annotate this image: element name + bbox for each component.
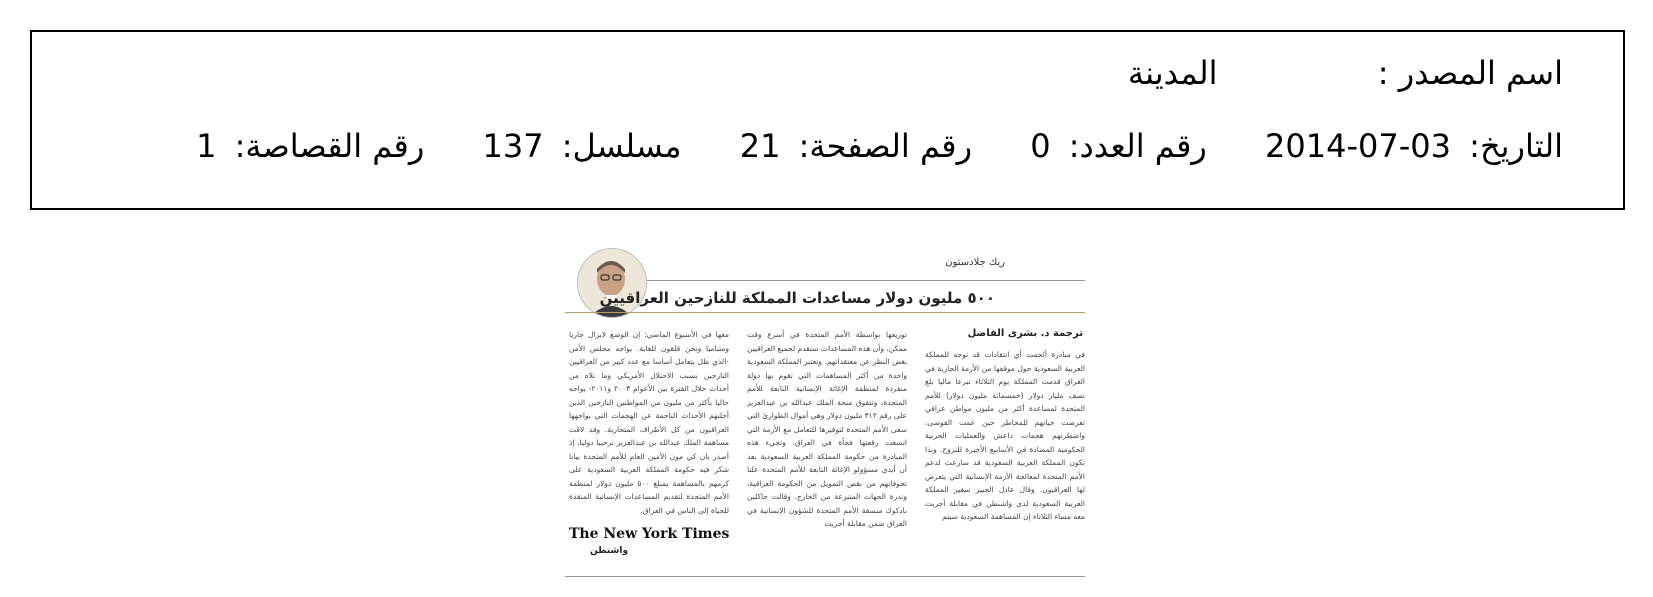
bottom-rule — [565, 576, 1085, 577]
clipping-number-value: 1 — [196, 127, 217, 165]
page-value: 21 — [739, 127, 781, 165]
newspaper-clipping — [565, 244, 1085, 584]
newspaper-logo: The New York Times — [569, 526, 730, 542]
author-photo — [577, 248, 647, 318]
page-label: رقم الصفحة: — [798, 127, 973, 165]
dateline: واشنطن — [590, 546, 629, 556]
article-column-3: معها في الأسبوع الماضي: إن الوضع لايزال جاريا ومتناميا ونحن قلقون للغاية. يواجه مجلس الأمن -الذي ظل يتعامل أساسا مع عدد كبير من العراقيين النازحين بسبب الاحتلال الأمريكي وما تلاه من أحداث خلال الفترة بين الأعوام ٢٠٠٣ و٢٠١١- يواجه حاليا بأكثر من مليون من المواطنين النازحين الذين أجلتهم الأحداث الناجمة عن الهجمات التي يواجهها العراقيون من كل الأطراف المتحاربة. وقد لاقت مساهمة الملك عبدالله بن عبدالعزيز ترحيبا دوليا، إذ أصدر بان كي مون الأمين العام للأمم المتحدة بيانا شكر فيه حكومة المملكة العربية السعودية على كرمهم بالمساهمة بمبلغ ٥٠٠ مليون دولار لمنظمة الأمم المتحدة لتقديم المساعدات الإنسانية المنقذة للحياة إلى الناس في العراق. — [569, 330, 729, 515]
translator-credit: ترجمة د. بشرى الفاضل — [967, 328, 1083, 339]
article-column-1: في مبادرة ألجمت أي انتقادات قد توجه للمملكة العربية السعودية حول موقفها من الأزمة الجارية في العراق قدمت المملكة يوم الثلاثاء تبرعا ماليا بلغ نصف مليار دولار (خمسمائة مليون دولار) للأمم المتحدة لمساعدة أكثر من مليون مواطن عراقي تعرضت حياتهم للمخاطر حين عمت الفوضى، واضطرتهم هجمات داعش والعمليات الحربية الحكومية المضادة في الأسابيع الأخيرة للنزوح. وبذا تكون المملكة العربية السعودية قد سارعت لدعم الأمم المتحدة لمعالجة الأزمة الإنسانية التي يتعرض لها العراقيون. وقال عادل الجبير سفير المملكة العربية السعودية لدى واشنطن في مقابلة أجريت معه مساء الثلاثاء إن المساهمة السعودية سيتم — [925, 350, 1085, 521]
clipping-metadata-box — [30, 30, 1625, 210]
details-row — [196, 127, 1563, 165]
headline-rule — [565, 312, 1085, 313]
author-name: ريك جلادستون — [945, 257, 1005, 268]
top-rule — [635, 280, 1085, 281]
source-value: المدينة — [1127, 54, 1218, 92]
issue-value: 0 — [1030, 127, 1051, 165]
serial-label: مسلسل: — [561, 127, 682, 165]
date-value: 2014-07-03 — [1265, 127, 1451, 165]
clipping-number-label: رقم القصاصة: — [234, 127, 425, 165]
date-label: التاريخ: — [1469, 127, 1563, 165]
article-column-2: توزيعها بواسطة الأمم المتحدة في أسرع وقت ممكن، وأن هذه المساعدات ستقدم لجميع العراقيين بغض النظر عن معتقداتهم. وتعتبر المملكة السعودية واحدة من أكثر المساهمات التي تقوم بها دولة منفردة لمنظمة الإغاثة الإنسانية التابعة للأمم المتحدة، وتتفوق منحة الملك عبدالله بن عبدالعزيز على رقم ٣١٢ مليون دولار وهي أموال الطوارئ التي سعى الأمم المتحدة لتوفيرها للتعامل مع الأزمة التي اتسعت رقعتها فجأة في العراق. وتجيء هذه المبادرة من حكومة المملكة العربية السعودية بعد أن أبدى مسؤولو الإغاثة التابعة للأمم المتحدة علنا تخوفاتهم من نقص التمويل من الحكومة العراقية، وندرة الجهات المتبرعة من الخارج. وقالت جاكلين بادكوك منسقة الأمم المتحدة للشؤون الإنسانية في العراق ضمن مقابلة أجريت — [747, 330, 907, 528]
source-row — [1128, 54, 1563, 92]
source-label: اسم المصدر : — [1377, 54, 1563, 92]
article-headline: ٥٠٠ مليون دولار مساعدات المملكة للنازحين العراقيين — [599, 289, 995, 307]
author-portrait-image — [577, 249, 646, 318]
serial-value: 137 — [482, 127, 544, 165]
issue-label: رقم العدد: — [1068, 127, 1207, 165]
